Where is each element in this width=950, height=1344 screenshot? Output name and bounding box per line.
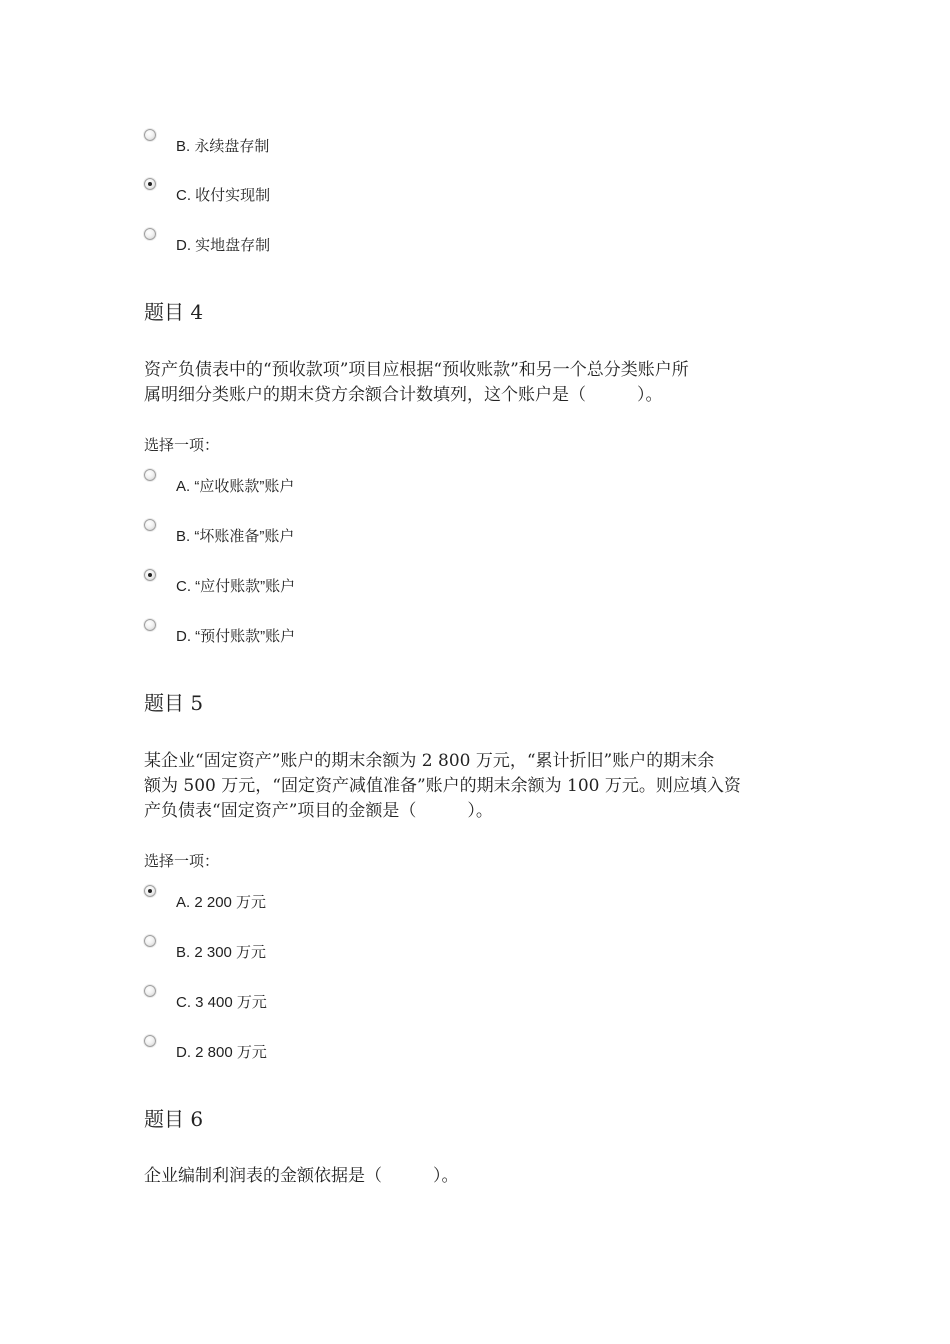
option-label: D. “预付账款”账户 [176, 628, 296, 645]
option-label: C. 收付实现制 [176, 187, 271, 204]
q5-option-a[interactable] [144, 885, 744, 911]
radio-button-icon[interactable] [144, 469, 156, 481]
option-label: D. 2 800 万元 [176, 1044, 267, 1061]
radio-button-icon[interactable] [144, 935, 156, 947]
option-label: B. 2 300 万元 [176, 944, 267, 961]
radio-button-checked-icon[interactable] [144, 178, 156, 190]
option-label: A. 2 200 万元 [176, 894, 267, 911]
question-text-line: 资产负债表中的“预收款项”项目应根据“预收账款”和另一个总分类账户所 [144, 360, 689, 380]
question-text-line: 属明细分类账户的期末贷方余额合计数填列，这个账户是（ ）。 [144, 385, 663, 405]
option-label: B. 永续盘存制 [176, 138, 270, 155]
option-label: B. “坏账准备”账户 [176, 528, 295, 545]
question-title: 题目 6 [144, 1107, 204, 1131]
option-label: C. 3 400 万元 [176, 994, 267, 1011]
q4-option-d[interactable] [144, 619, 744, 645]
q5-option-c[interactable] [144, 985, 744, 1011]
radio-button-checked-icon[interactable] [144, 569, 156, 581]
question-text [144, 749, 814, 824]
q5-option-d[interactable] [144, 1035, 744, 1061]
question-text-line: 产负债表“固定资产”项目的金额是（ ）。 [144, 801, 493, 821]
q3-option-d[interactable] [144, 228, 744, 254]
radio-button-icon[interactable] [144, 228, 156, 240]
radio-button-checked-icon[interactable] [144, 885, 156, 897]
question-title: 题目 4 [144, 300, 204, 324]
choose-one-prompt: 选择一项： [144, 852, 220, 870]
question-text [144, 1164, 814, 1189]
question-text-line: 企业编制利润表的金额依据是（ ）。 [144, 1166, 459, 1186]
q4-option-b[interactable] [144, 519, 744, 545]
question-text-line: 额为 500 万元，“固定资产减值准备”账户的期末余额为 100 万元。则应填入资 [144, 776, 741, 796]
radio-button-icon[interactable] [144, 985, 156, 997]
q4-option-c[interactable] [144, 569, 744, 595]
option-label: D. 实地盘存制 [176, 237, 271, 254]
question-text-line: 某企业“固定资产”账户的期末余额为 2 800 万元，“累计折旧”账户的期末余 [144, 751, 715, 771]
q3-option-b[interactable] [144, 129, 744, 155]
radio-button-icon[interactable] [144, 519, 156, 531]
question-title: 题目 5 [144, 691, 204, 715]
option-label: C. “应付账款”账户 [176, 578, 296, 595]
radio-button-icon[interactable] [144, 619, 156, 631]
radio-button-icon[interactable] [144, 1035, 156, 1047]
radio-button-icon[interactable] [144, 129, 156, 141]
q5-option-b[interactable] [144, 935, 744, 961]
q3-option-c[interactable] [144, 178, 744, 204]
choose-one-prompt: 选择一项： [144, 436, 220, 454]
q4-option-a[interactable] [144, 469, 744, 495]
question-text [144, 358, 814, 408]
option-label: A. “应收账款”账户 [176, 478, 295, 495]
